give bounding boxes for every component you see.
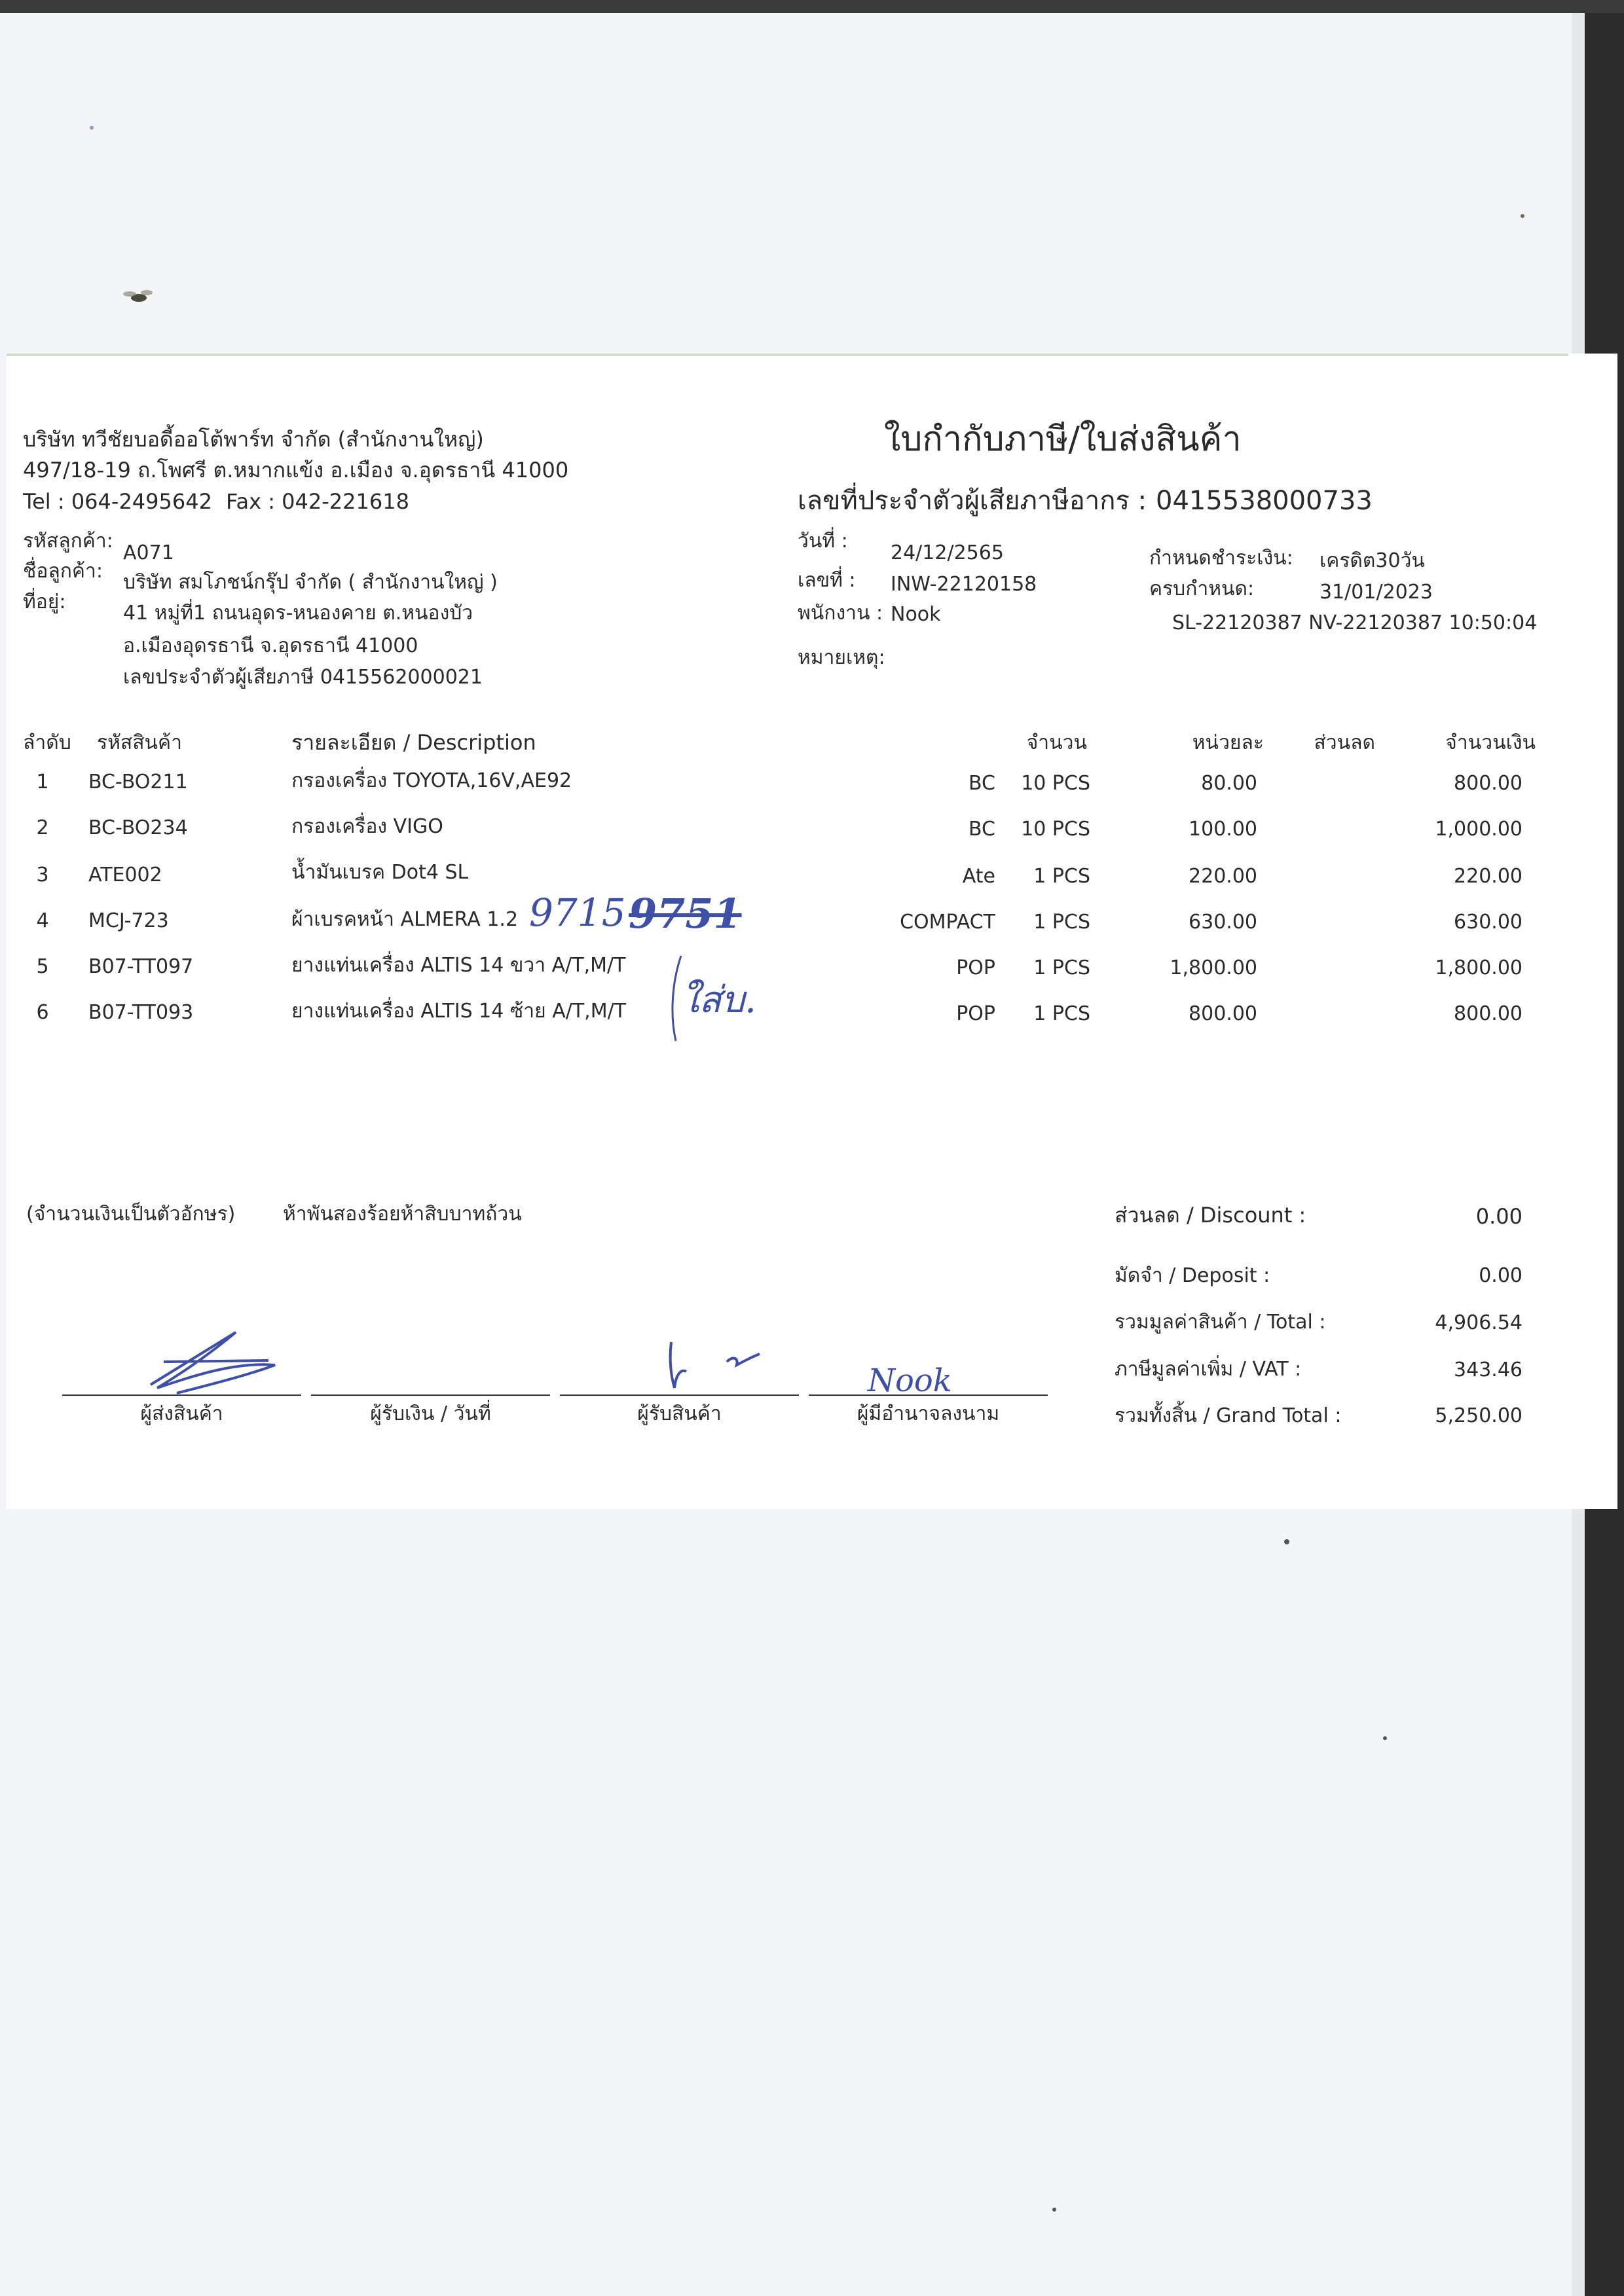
receiver-signature — [661, 1336, 792, 1394]
col-unit-price: หน่วยละ — [1192, 731, 1264, 754]
row-qty: 1 PCS — [1033, 957, 1090, 979]
row-no: 6 — [36, 1001, 49, 1024]
col-discount: ส่วนลด — [1314, 731, 1375, 754]
handwritten-note-a: 9715 — [529, 890, 626, 935]
row-amount: 630.00 — [1454, 911, 1522, 934]
grand-total-value: 5,250.00 — [1435, 1404, 1522, 1427]
vat-label: ภาษีมูลค่าเพิ่ม / VAT : — [1115, 1358, 1302, 1381]
row-unit-price: 80.00 — [1201, 772, 1257, 795]
row-brand: POP — [956, 957, 995, 979]
row-brand: BC — [968, 818, 995, 841]
col-qty: จำนวน — [1026, 731, 1087, 754]
row-unit-price: 220.00 — [1189, 865, 1257, 888]
signature-line-payee — [311, 1394, 550, 1396]
doc-number-label: เลขที่ : — [798, 569, 856, 592]
row-qty: 10 PCS — [1021, 772, 1090, 795]
row-code: BC-BO211 — [88, 771, 188, 793]
row-no: 3 — [36, 864, 49, 886]
row-no: 1 — [36, 771, 49, 793]
total-label: รวมมูลค่าสินค้า / Total : — [1115, 1311, 1326, 1334]
vat-value: 343.46 — [1454, 1358, 1522, 1381]
deliverer-signature — [138, 1322, 295, 1401]
customer-address-line1: 41 หมู่ที่1 ถนนอุดร-หนองคาย ต.หนองบัว — [123, 602, 473, 625]
document-tax-id-label: เลขที่ประจำตัวผู้เสียภาษีอากร : — [798, 486, 1147, 516]
signature-authorized-label: ผู้มีอำนาจลงนาม — [857, 1402, 1000, 1425]
row-amount: 1,800.00 — [1435, 957, 1522, 979]
row-brand: POP — [956, 1002, 995, 1025]
seller-tel: Tel : 064-2495642 — [23, 489, 212, 514]
document-tax-id: 0415538000733 — [1156, 486, 1373, 516]
customer-address-label: ที่อยู่: — [23, 591, 66, 613]
deposit-value: 0.00 — [1479, 1264, 1522, 1287]
row-brand: COMPACT — [900, 911, 995, 934]
signature-line-receiver — [560, 1394, 799, 1396]
row-code: B07-TT097 — [88, 955, 194, 978]
row-brand: Ate — [962, 865, 995, 888]
row-description: ยางแท่นเครื่อง ALTIS 14 ซ้าย A/T,M/T — [291, 1000, 627, 1023]
customer-code-label: รหัสลูกค้า: — [23, 530, 113, 553]
customer-address-line2: อ.เมืองอุดรธานี จ.อุดรธานี 41000 — [123, 634, 418, 657]
row-description: กรองเครื่อง VIGO — [291, 815, 443, 838]
row-unit-price: 630.00 — [1189, 911, 1257, 934]
row-description: กรองเครื่อง TOYOTA,16V,AE92 — [291, 769, 572, 792]
col-code: รหัสสินค้า — [97, 731, 182, 754]
deposit-label: มัดจำ / Deposit : — [1115, 1264, 1270, 1287]
signature-deliverer-label: ผู้ส่งสินค้า — [140, 1402, 223, 1425]
seller-fax: Fax : 042-221618 — [226, 489, 409, 514]
row-description: ยางแท่นเครื่อง ALTIS 14 ขวา A/T,M/T — [291, 954, 626, 977]
row-unit-price: 100.00 — [1189, 818, 1257, 841]
signature-receiver-label: ผู้รับสินค้า — [637, 1402, 722, 1425]
signature-line-authorized — [809, 1394, 1048, 1396]
amount-in-words-label: (จำนวนเงินเป็นตัวอักษร) — [26, 1203, 236, 1226]
grand-total-label: รวมทั้งสิ้น / Grand Total : — [1115, 1404, 1342, 1427]
remark-label: หมายเหตุ: — [798, 646, 885, 669]
seller-name: บริษัท ทวีชัยบอดี้ออโต้พาร์ท จำกัด (สำนักงานใหญ่) — [23, 427, 484, 452]
row-amount: 800.00 — [1454, 1002, 1522, 1025]
handwritten-note-b: 9751 — [629, 890, 742, 938]
row-description: ผ้าเบรคหน้า ALMERA 1.2 — [291, 908, 519, 931]
row-qty: 1 PCS — [1033, 865, 1090, 888]
doc-number: INW-22120158 — [891, 573, 1037, 596]
row-code: B07-TT093 — [88, 1001, 194, 1024]
row-code: MCJ-723 — [88, 909, 169, 932]
row-qty: 10 PCS — [1021, 818, 1090, 841]
row-description: น้ำมันเบรค Dot4 SL — [291, 861, 469, 884]
document-title: ใบกำกับภาษี/ใบส่งสินค้า — [884, 420, 1242, 459]
row-amount: 1,000.00 — [1435, 818, 1522, 841]
row-code: ATE002 — [88, 864, 162, 886]
row-amount: 800.00 — [1454, 772, 1522, 795]
customer-tax-id: เลขประจำตัวผู้เสียภาษี 0415562000021 — [123, 666, 483, 689]
row-code: BC-BO234 — [88, 816, 188, 839]
row-unit-price: 1,800.00 — [1170, 957, 1257, 979]
customer-name: บริษัท สมโภชน์กรุ๊ป จำกัด ( สำนักงานใหญ่ ) — [123, 571, 498, 594]
due-label: ครบกำหนด: — [1149, 577, 1255, 600]
seller-address: 497/18-19 ถ.โพศรี ต.หมากแข้ง อ.เมือง จ.อุดรธานี 41000 — [23, 458, 569, 483]
row-qty: 1 PCS — [1033, 1002, 1090, 1025]
terms-value: เครดิต30วัน — [1320, 549, 1425, 572]
customer-code: A071 — [123, 541, 174, 564]
row-no: 4 — [36, 909, 49, 932]
col-no: ลำดับ — [23, 731, 71, 754]
row-no: 5 — [36, 955, 49, 978]
col-description: รายละเอียด / Description — [291, 730, 536, 755]
date-label: วันที่ : — [798, 530, 848, 553]
row-no: 2 — [36, 816, 49, 839]
row-unit-price: 800.00 — [1189, 1002, 1257, 1025]
terms-label: กำหนดชำระเงิน: — [1149, 547, 1293, 570]
handwritten-note-c: ใส่บ. — [681, 979, 756, 1021]
staff-label: พนักงาน : — [798, 602, 883, 625]
discount-value: 0.00 — [1475, 1204, 1522, 1229]
signature-line-deliverer — [62, 1394, 301, 1396]
reference-numbers: SL-22120387 NV-22120387 10:50:04 — [1172, 611, 1538, 634]
customer-name-label: ชื่อลูกค้า: — [23, 560, 103, 583]
signature-payee-label: ผู้รับเงิน / วันที่ — [370, 1402, 491, 1425]
row-brand: BC — [968, 772, 995, 795]
authorized-signature: Nook — [868, 1362, 952, 1399]
col-amount: จำนวนเงิน — [1445, 731, 1536, 754]
amount-in-words: ห้าพันสองร้อยห้าสิบบาทถ้วน — [283, 1203, 522, 1226]
staff-value: Nook — [891, 603, 941, 626]
row-amount: 220.00 — [1454, 865, 1522, 888]
total-value: 4,906.54 — [1435, 1311, 1522, 1334]
row-qty: 1 PCS — [1033, 911, 1090, 934]
due-value: 31/01/2023 — [1320, 581, 1433, 604]
date-value: 24/12/2565 — [891, 541, 1004, 564]
discount-label: ส่วนลด / Discount : — [1115, 1203, 1306, 1228]
